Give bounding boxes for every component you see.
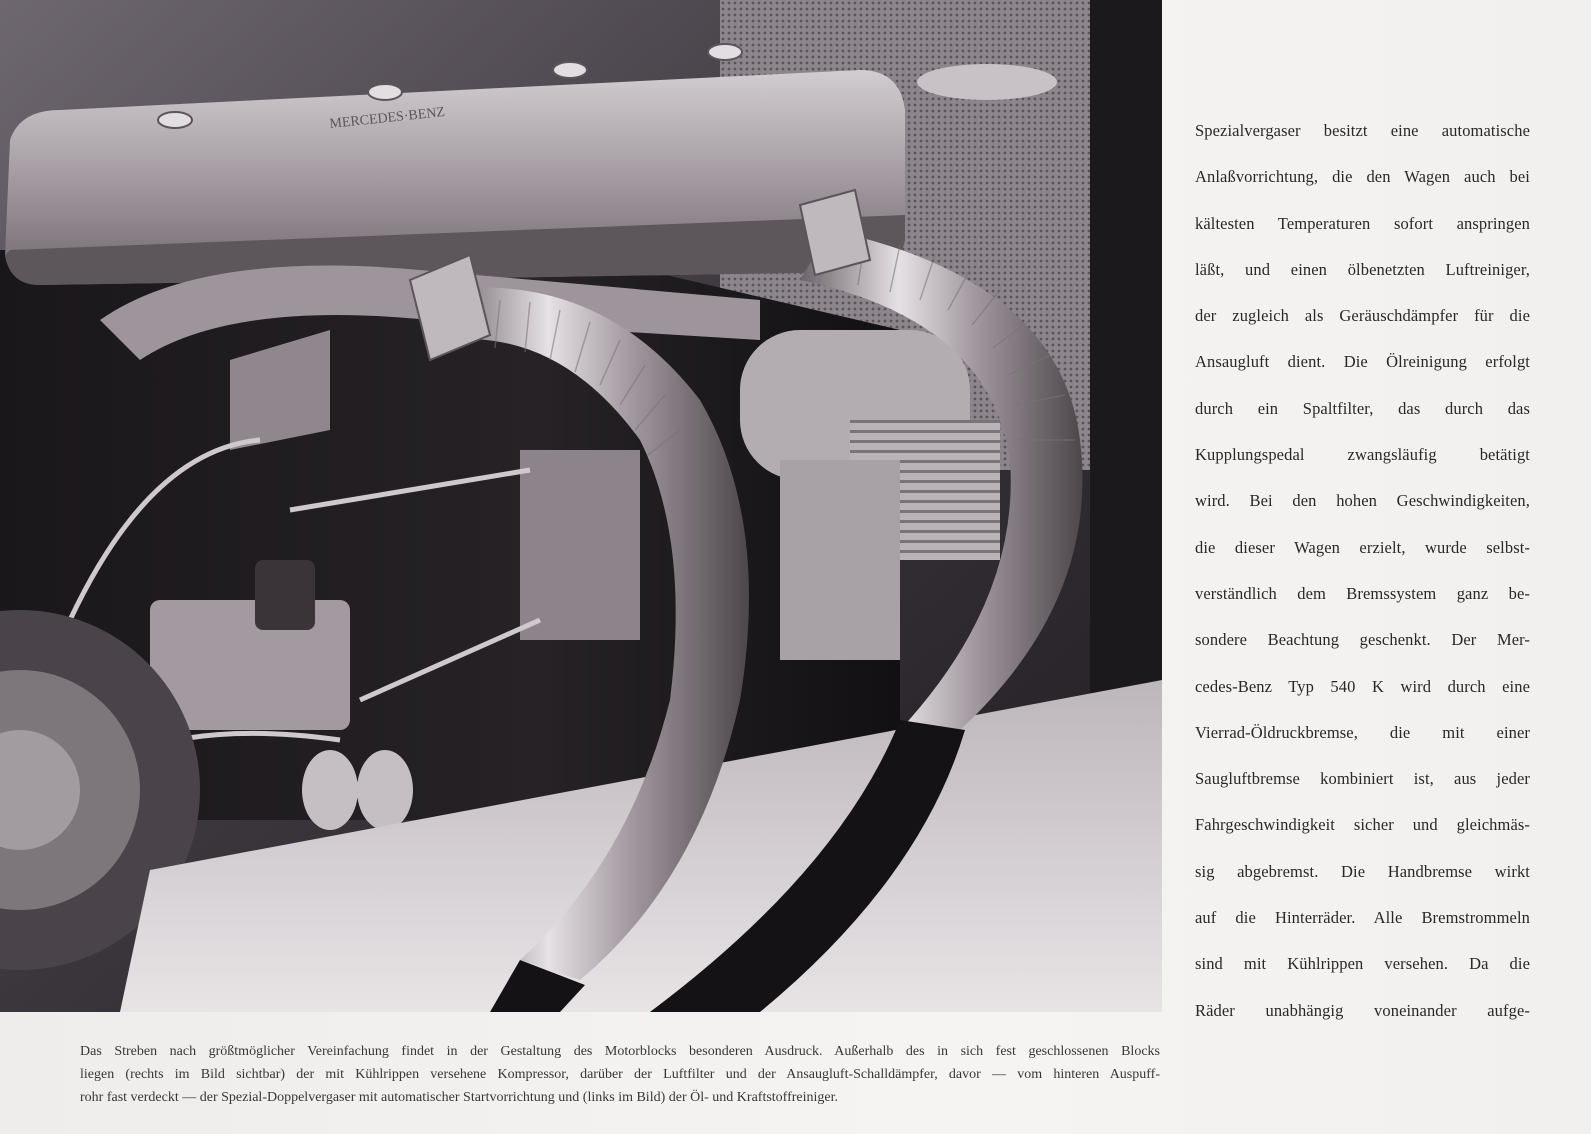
body-line: Saugluftbremse kombiniert ist, aus jeder [1195, 769, 1530, 789]
body-line: Kupplungspedal zwangsläufig betätigt [1195, 445, 1530, 465]
caption-line: Das Streben nach größtmöglicher Vereinfachung findet in der Gestaltung des Motorblocks besonderen Ausdruck. Außerhalb des in sich fest geschlossenen Blocks [80, 1044, 1160, 1059]
caption-line: rohr fast verdeckt — der Spezial-Doppelvergaser mit automatischer Startvorrichtung und (links im Bild) der Öl- und Kraftstoffreiniger. [80, 1090, 838, 1105]
body-line: cedes-Benz Typ 540 K wird durch eine [1195, 676, 1530, 696]
svg-text:MERCEDES·BENZ: MERCEDES·BENZ [328, 104, 446, 132]
body-line: verständlich dem Bremssystem ganz be- [1195, 583, 1530, 603]
body-line: Spezialvergaser besitzt eine automatische [1195, 121, 1530, 140]
body-line: durch ein Spaltfilter, das durch das [1195, 398, 1530, 418]
body-line: Räder unabhängig voneinander aufge- [1195, 1000, 1530, 1020]
body-line: Ansaugluft dient. Die Ölreinigung erfolgt [1195, 352, 1530, 372]
body-line: Anlaßvorrichtung, die den Wagen auch bei [1195, 167, 1530, 187]
body-line: sind mit Kühlrippen versehen. Da die [1195, 954, 1530, 974]
body-line: Vierrad-Öldruckbremse, die mit einer [1195, 722, 1530, 742]
body-line: wird. Bei den hohen Geschwindigkeiten, [1195, 491, 1530, 511]
body-line: sig abgebremst. Die Handbremse wirkt [1195, 861, 1530, 881]
body-line: auf die Hinterräder. Alle Bremstrommeln [1195, 908, 1530, 928]
caption-line: liegen (rechts im Bild sichtbar) der mit Kühlrippen versehene Kompressor, darüber der Luftfilter und der Ansaugluft-Schalldämpfer, davor — vom hinteren Auspuff- [80, 1067, 1160, 1082]
body-text-column [1195, 108, 1530, 1034]
body-line: läßt, und einen ölbenetzten Luftreiniger, [1195, 259, 1530, 279]
body-line: die dieser Wagen erzielt, wurde selbst- [1195, 537, 1530, 557]
photo-caption [80, 1040, 1160, 1109]
body-line: der zugleich als Geräuschdämpfer für die [1195, 306, 1530, 326]
body-line: kältesten Temperaturen sofort anspringen [1195, 213, 1530, 233]
body-line: sondere Beachtung geschenkt. Der Mer- [1195, 630, 1530, 650]
body-line: Fahrgeschwindigkeit sicher und gleichmäs- [1195, 815, 1530, 835]
